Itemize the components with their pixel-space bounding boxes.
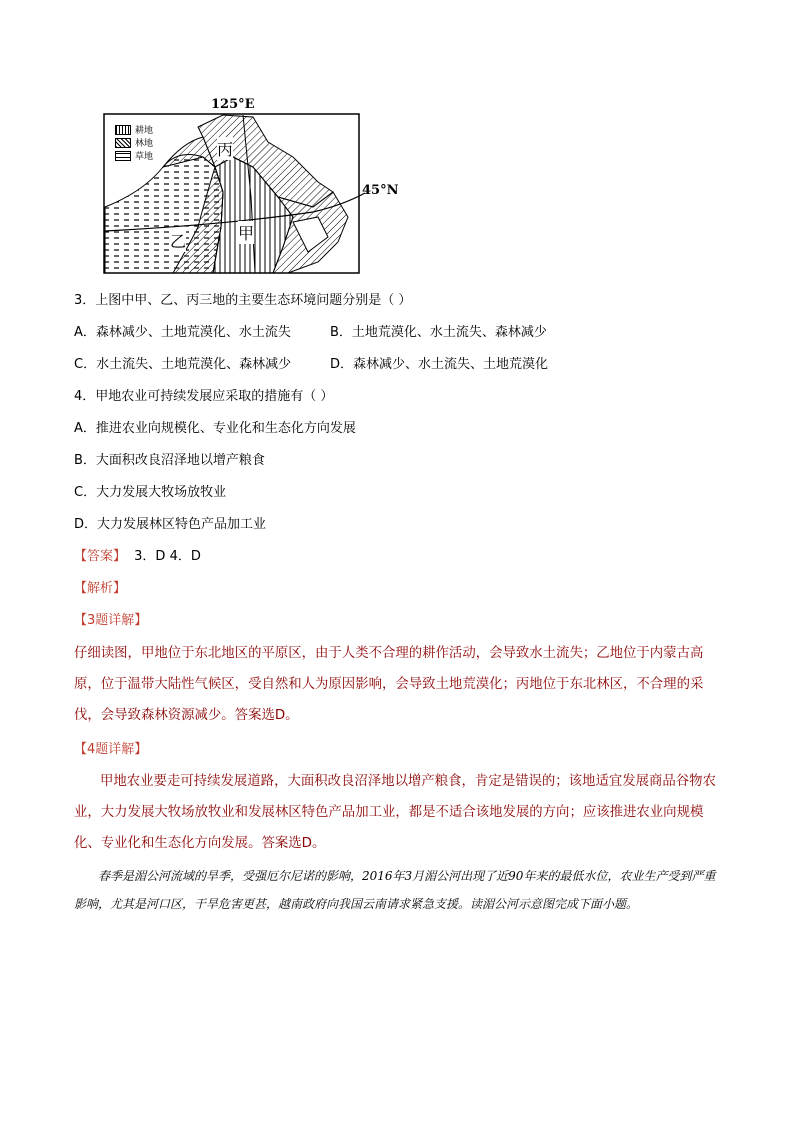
question-4-option-d: D．大力发展林区特色产品加工业 bbox=[74, 517, 267, 532]
answer-line bbox=[74, 548, 201, 566]
legend-farmland-label: 耕地 bbox=[135, 126, 154, 136]
analysis-label: 【解析】 bbox=[74, 581, 127, 596]
answer-label: 【答案】 bbox=[74, 549, 127, 564]
forest-swatch-icon bbox=[115, 138, 131, 148]
detail-4-text: 甲地农业要走可持续发展道路，大面积改良沼泽地以增产粮食，肯定是错误的；该地适宜发展商品谷物农业，大力发展大牧场放牧业和发展林区特色产品加工业，都是不适合该地发展的方向；应该推进农业向规模化、专业化和生态化方向发展。答案选D。 bbox=[74, 774, 716, 851]
region-yi-label: 乙 bbox=[170, 229, 186, 252]
latitude-label: 45°N bbox=[362, 183, 399, 198]
question-4-stem: 4．甲地农业可持续发展应采取的措施有（ ） bbox=[74, 389, 334, 404]
region-jia-label: 甲 bbox=[238, 221, 254, 244]
detail-3-text: 仔细读图，甲地位于东北地区的平原区，由于人类不合理的耕作活动，会导致水土流失；乙地位于内蒙古高原，位于温带大陆性气候区，受自然和人为原因影响，会导致土地荒漠化；丙地位于东北林区，不合理的采伐，会导致森林资源减少。答案选D。 bbox=[74, 646, 704, 723]
legend-farmland bbox=[115, 123, 153, 136]
mekong-intro-text: 春季是湄公河流域的旱季，受强厄尔尼诺的影响，2016年3月湄公河出现了近90年来的最低水位，农业生产受到严重影响，尤其是河口区，干旱危害更甚，越南政府向我国云南请求紧急支援。读湄公河示意图完成下面小题。 bbox=[74, 869, 716, 911]
question-3-stem: 3．上图中甲、乙、丙三地的主要生态环境问题分别是（ ） bbox=[74, 293, 412, 308]
detail-3-label: 【3题详解】 bbox=[74, 613, 148, 628]
legend-forest bbox=[115, 136, 153, 149]
question-3-option-a: A．森林减少、土地荒漠化、水土流失 bbox=[74, 325, 291, 340]
question-4-option-a: A．推进农业向规模化、专业化和生态化方向发展 bbox=[74, 421, 356, 436]
detail-4-label: 【4题详解】 bbox=[74, 742, 148, 757]
region-map-figure bbox=[103, 97, 403, 275]
question-4-option-b: B．大面积改良沼泽地以增产粮食 bbox=[74, 453, 265, 468]
question-3-option-d: D．森林减少、水土流失、土地荒漠化 bbox=[330, 357, 549, 372]
question-3-option-c: C．水土流失、土地荒漠化、森林减少 bbox=[74, 357, 292, 372]
legend-forest-label: 林地 bbox=[135, 139, 154, 149]
legend-grassland bbox=[115, 149, 153, 162]
longitude-label: 125°E bbox=[211, 97, 255, 112]
farmland-swatch-icon bbox=[115, 125, 131, 135]
answer-value: 3．D 4．D bbox=[134, 549, 201, 564]
question-3-option-b: B．土地荒漠化、水土流失、森林减少 bbox=[330, 325, 547, 340]
legend-grassland-label: 草地 bbox=[135, 152, 154, 162]
grassland-swatch-icon bbox=[115, 151, 131, 161]
region-bing-label: 丙 bbox=[217, 137, 233, 160]
question-4-option-c: C．大力发展大牧场放牧业 bbox=[74, 485, 227, 500]
